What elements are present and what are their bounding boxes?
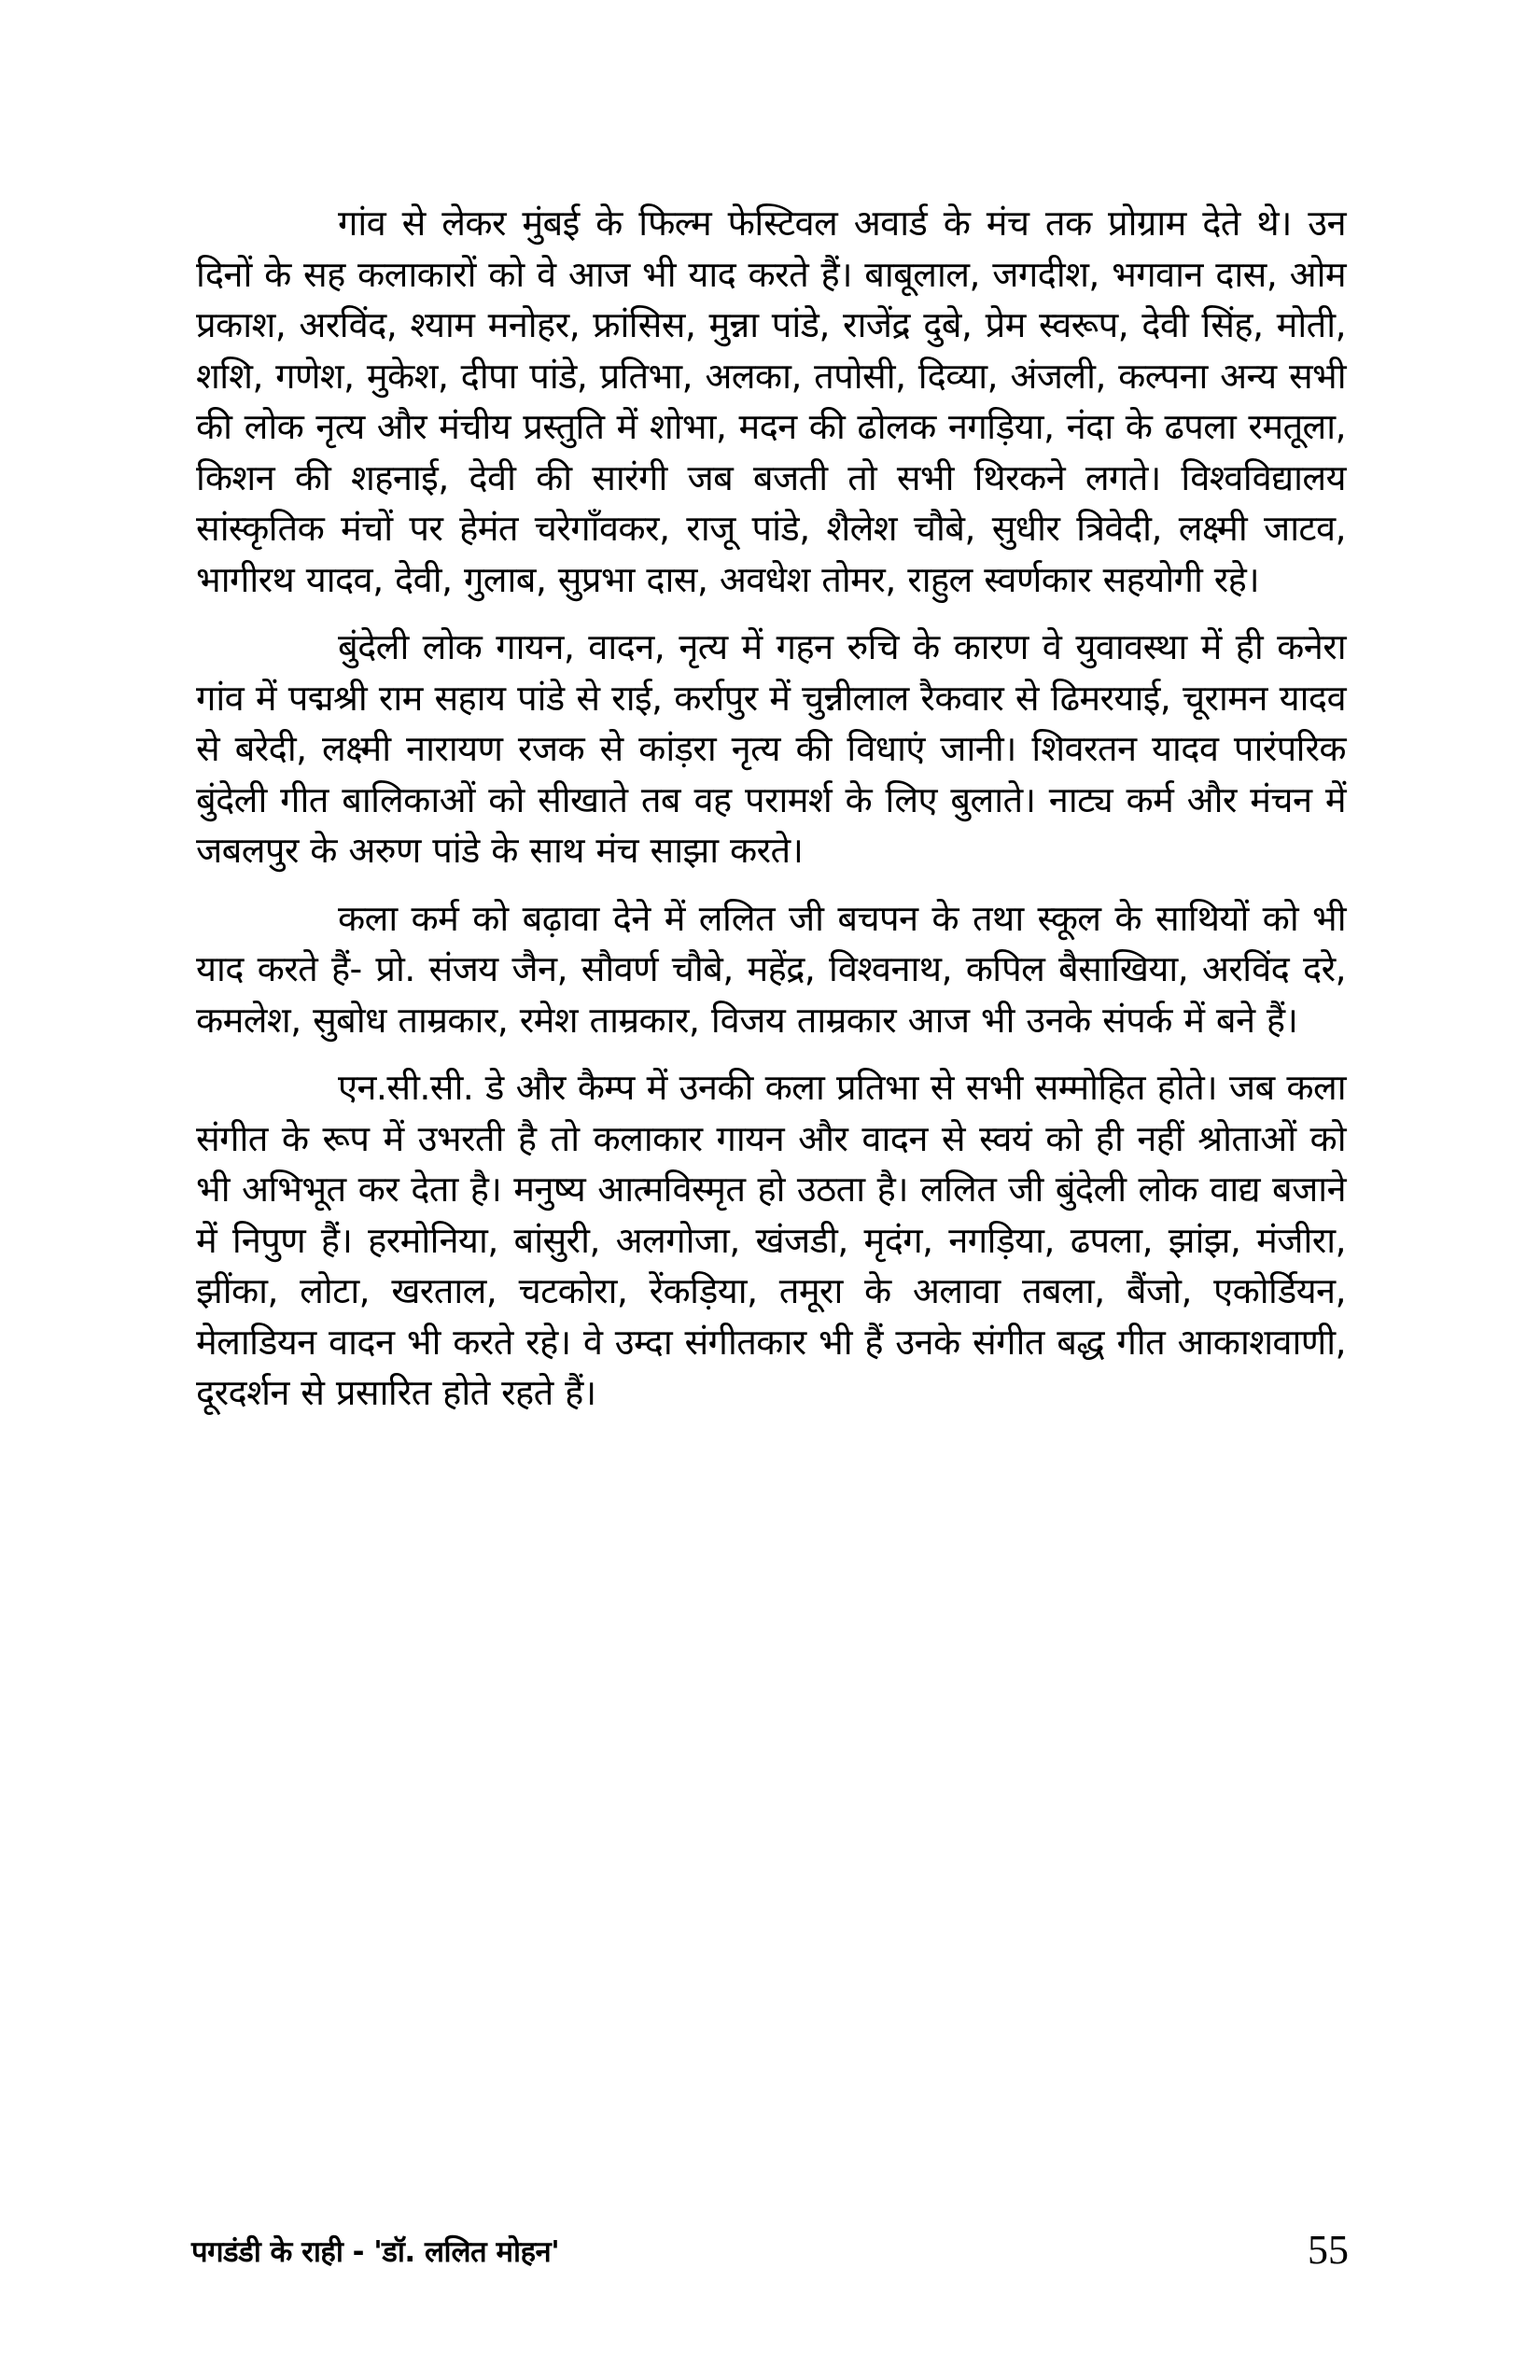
page-number: 55 — [1308, 2227, 1349, 2273]
paragraph-artists: गांव से लेकर मुंबई के फिल्म फेस्टिवल अवार्ड के मंच तक प्रोग्राम देते थे। उन दिनों के सह कलाकारों को वे आज भी याद करते हैं। बाबूलाल, जगदीश, भगवान दास, ओम प्रकाश, अरविंद, श्याम मनोहर, फ्रांसिस, मुन्ना पांडे, राजेंद्र दुबे, प्रेम स्वरूप, देवी सिंह, मोती, शशि, गणेश, मुकेश, दीपा पांडे, प्रतिभा, अलका, तपोसी, दिव्या, अंजली, कल्पना अन्य सभी की लोक नृत्य और मंचीय प्रस्तुति में शोभा, मदन की ढोलक नगड़िया, नंदा के ढपला रमतूला, किशन की शहनाई, देवी की सारंगी जब बजती तो सभी थिरकने लगते। विश्वविद्यालय सांस्कृतिक मंचों पर हेमंत चरेगाँवकर, राजू पांडे, शैलेश चौबे, सुधीर त्रिवेदी, लक्ष्मी जाटव, भागीरथ यादव, देवी, गुलाब, सुप्रभा दास, अवधेश तोमर, राहुल स्वर्णकार सहयोगी रहे। — [196, 203, 1346, 600]
page-footer — [191, 2229, 1349, 2285]
paragraph-music-instruments: एन.सी.सी. डे और कैम्प में उनकी कला प्रतिभा से सभी सम्मोहित होते। जब कला संगीत के रूप में उभरती है तो कलाकार गायन और वादन से स्वयं को ही नहीं श्रोताओं को भी अभिभूत कर देता है। मनुष्य आत्मविस्मृत हो उठता है। ललित जी बुंदेली लोक वाद्य बजाने में निपुण हैं। हरमोनिया, बांसुरी, अलगोजा, खंजडी, मृदंग, नगड़िया, ढपला, झांझ, मंजीरा, झींका, लोटा, खरताल, चटकोरा, रेंकड़िया, तमूरा के अलावा तबला, बैंजो, एकोर्डियन, मेलाडियन वादन भी करते रहे। वे उम्दा संगीतकार भी हैं उनके संगीत बद्ध गीत आकाशवाणी, दूरदर्शन से प्रसारित होते रहते हैं। — [196, 1067, 1346, 1413]
page-body — [196, 198, 1346, 1419]
paragraph-folk-training: बुंदेली लोक गायन, वादन, नृत्य में गहन रुचि के कारण वे युवावस्था में ही कनेरा गांव में पद्मश्री राम सहाय पांडे से राई, कर्रापुर में चुन्नीलाल रैकवार से ढिमरयाई, चूरामन यादव से बरेदी, लक्ष्मी नारायण रजक से कांड़रा नृत्य की विधाएं जानी। शिवरतन यादव पारंपरिक बुंदेली गीत बालिकाओं को सीखाते तब वह परामर्श के लिए बुलाते। नाट्य कर्म और मंचन में जबलपुर के अरुण पांडे के साथ मंच साझा करते। — [196, 626, 1346, 871]
paragraph-school-friends: कला कर्म को बढ़ावा देने में ललित जी बचपन के तथा स्कूल के साथियों को भी याद करते हैं- प्रो. संजय जैन, सौवर्ण चौबे, महेंद्र, विश्वनाथ, कपिल बैसाखिया, अरविंद दरे, कमलेश, सुबोध ताम्रकार, रमेश ताम्रकार, विजय ताम्रकार आज भी उनके संपर्क में बने हैं। — [196, 897, 1346, 1041]
running-footer-title: पगडंडी के राही - 'डॉ. ललित मोहन' — [191, 2235, 560, 2269]
